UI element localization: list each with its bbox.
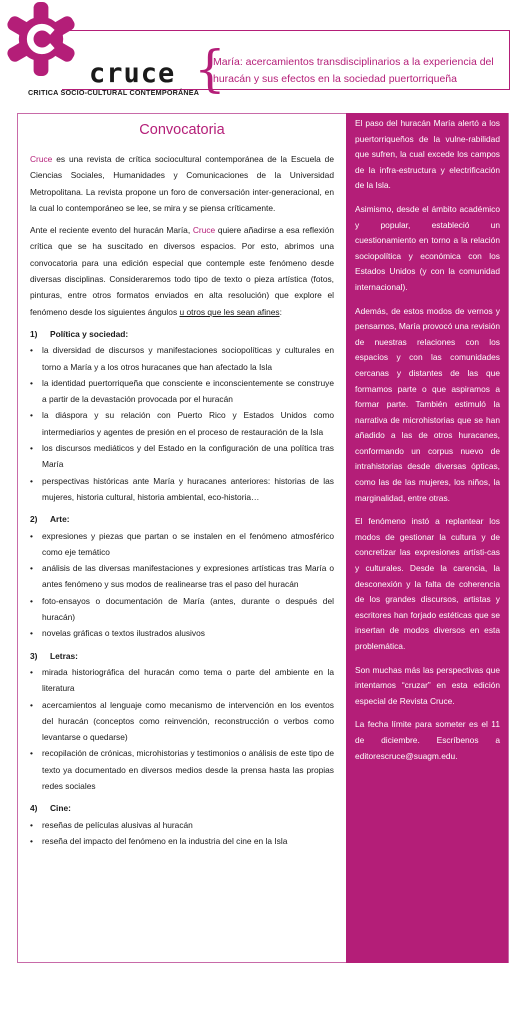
main-content (30, 118, 334, 849)
brand-tagline: CRITICA SOCIO-CULTURAL CONTEMPORÁNEA (28, 88, 200, 97)
intro-text: es una revista de crítica sociocultural contemporánea de la Escuela de Ciencias Sociales, Humanidades y Comunicaciones de la Universidad Metropolitana. La revista propone un foro de conversación inter-generacional, en la cual lo contemporáneo se lee, se mira y se piensa críticamente. (30, 154, 334, 213)
list-item: • reseñas de películas alusivas al huracán (30, 817, 334, 833)
section-list (30, 664, 334, 794)
list-item: • recopilación de crónicas, microhistorias y testimonios o análisis de este tipo de texto ya documentado en diversos medios desde la prensa hasta las propias redes sociales (30, 745, 334, 794)
call-underlined: u otros que les sean afines (179, 306, 280, 317)
list-item: • la diversidad de discursos y manifestaciones sociopolíticas y culturales en torno a María y a los otros huracanes que han afectado la Isla (30, 342, 334, 375)
sidebar-paragraph: Asimismo, desde el ámbito académico y popular, estableció un cuestionamiento en torno a la relación sociopolítica y económica con los Estados Unidos (y con la comunidad internacional). (355, 203, 500, 292)
sidebar (346, 113, 508, 963)
call-text-2: quiere añadirse a esa reflexión crítica que se ha suscitado en diversos espacios. Por esto, abrimos una convocatoria para una edición especial que contemple este fenómeno desde diversas disciplinas. Consideraremos todo tipo de texto o pieza artística (fotos, pinturas, entre otros formatos enviados en alta resolución) que explore el fenómeno desde los siguientes ángulos (30, 225, 334, 317)
list-item: • expresiones y piezas que partan o se instalen en el fenómeno atmosférico como eje temático (30, 528, 334, 561)
call-text-1: Ante el reciente evento del huracán María, (30, 225, 193, 236)
call-text-end: : (279, 306, 282, 317)
section-heading (30, 326, 334, 342)
section-title: Letras: (50, 650, 78, 661)
brace-decoration: { (194, 40, 226, 98)
section-heading (30, 511, 334, 527)
sidebar-paragraph: La fecha límite para someter es el 11 de diciembre. Escríbenos a editorescruce@suagm.edu. (355, 719, 500, 761)
list-item: • acercamientos al lenguaje como mecanismo de intervención en los eventos del huracán (conceptos como reinvención, reconstrucción o verbos como levantarse o quedarse) (30, 697, 334, 746)
section-list (30, 817, 334, 850)
brand-mention: Cruce (30, 154, 53, 164)
topic-sections (30, 326, 334, 849)
list-item: • los discursos mediáticos y del Estado en la configuración de una política tras María (30, 440, 334, 473)
list-item: • análisis de las diversas manifestaciones y expresiones artísticas tras María o antes fenómeno y sus modos de realinearse tras el paso del huracán (30, 560, 334, 593)
cruce-logo-icon (4, 2, 78, 76)
issue-title: María: acercamientos transdisciplinarios a la experiencia del huracán y sus efectos en la sociedad puertorriqueña (213, 56, 494, 85)
list-item: • novelas gráficas o textos ilustrados alusivos (30, 625, 334, 641)
intro-paragraph (30, 151, 334, 216)
sidebar-paragraph: El fenómeno instó a replantear los modos de gestionar la cultura y de concretizar las expresiones artísti-cas y culturales. Desde la carencia, la desconexión y la falta de coherencia de los grandes discursos, artistas y escritores han forjado estéticas que se insertan de modos diversos en esta problemática. (355, 516, 500, 651)
section-number: 1) (30, 328, 38, 339)
list-item: • la identidad puertorriqueña que consciente e inconscientemente se construye a partir de la devastación provocada por el huracán (30, 375, 334, 408)
sidebar-paragraph: El paso del huracán María alertó a los puertorriqueños de la vulne-rabilidad que sufren, la cual excede los campos de la infra-estructura y electrificación de la Isla. (355, 118, 500, 191)
section-title: Política y sociedad: (50, 328, 129, 339)
section-title: Arte: (50, 514, 70, 525)
section-number: 4) (30, 803, 38, 814)
header (0, 0, 512, 115)
section-list (30, 528, 334, 642)
brand-wordmark: cruce (89, 58, 176, 89)
sidebar-paragraphs (355, 116, 500, 764)
section-heading (30, 648, 334, 664)
section-heading (30, 800, 334, 816)
page-title: Convocatoria (139, 122, 225, 138)
sidebar-paragraph: Además, de estos modos de vernos y pensarnos, María provocó una revisión de nuestras relaciones con los espacios y con las comunidades cercanas y distantes de las que formamos parte o que aspiramos a formar parte. También estimuló la narrativa de microhistorias que se han añadido a las de otros huracanes, conformando un corpus nuevo de intrahistorias desde diversas ópticas, como las de las mujeres, los niños, la marginalidad, entre otras. (355, 305, 500, 503)
list-item: • reseña del impacto del fenómeno en la industria del cine en la Isla (30, 833, 334, 849)
section-number: 2) (30, 514, 38, 525)
brand-mention: Cruce (192, 225, 216, 236)
list-item: • la diáspora y su relación con Puerto Rico y Estados Unidos como intermediarios y agentes de presión en el proceso de restauración de la Isla (30, 407, 334, 440)
section-title: Cine: (50, 803, 71, 814)
list-item: • mirada historiográfica del huracán como tema o parte del ambiente en la literatura (30, 664, 334, 697)
call-paragraph (30, 222, 334, 320)
list-item: • perspectivas históricas ante María y huracanes anteriores: historias de las mujeres, historia cultural, historia ambiental, eco-historia… (30, 473, 334, 506)
section-list (30, 342, 334, 505)
section-number: 3) (30, 650, 38, 661)
list-item: • foto-ensayos o documentación de María (antes, durante o después del huracán) (30, 593, 334, 626)
sidebar-paragraph: Son muchas más las perspectivas que intentamos “cruzar” en esta edición especial de Revista Cruce. (355, 664, 500, 706)
